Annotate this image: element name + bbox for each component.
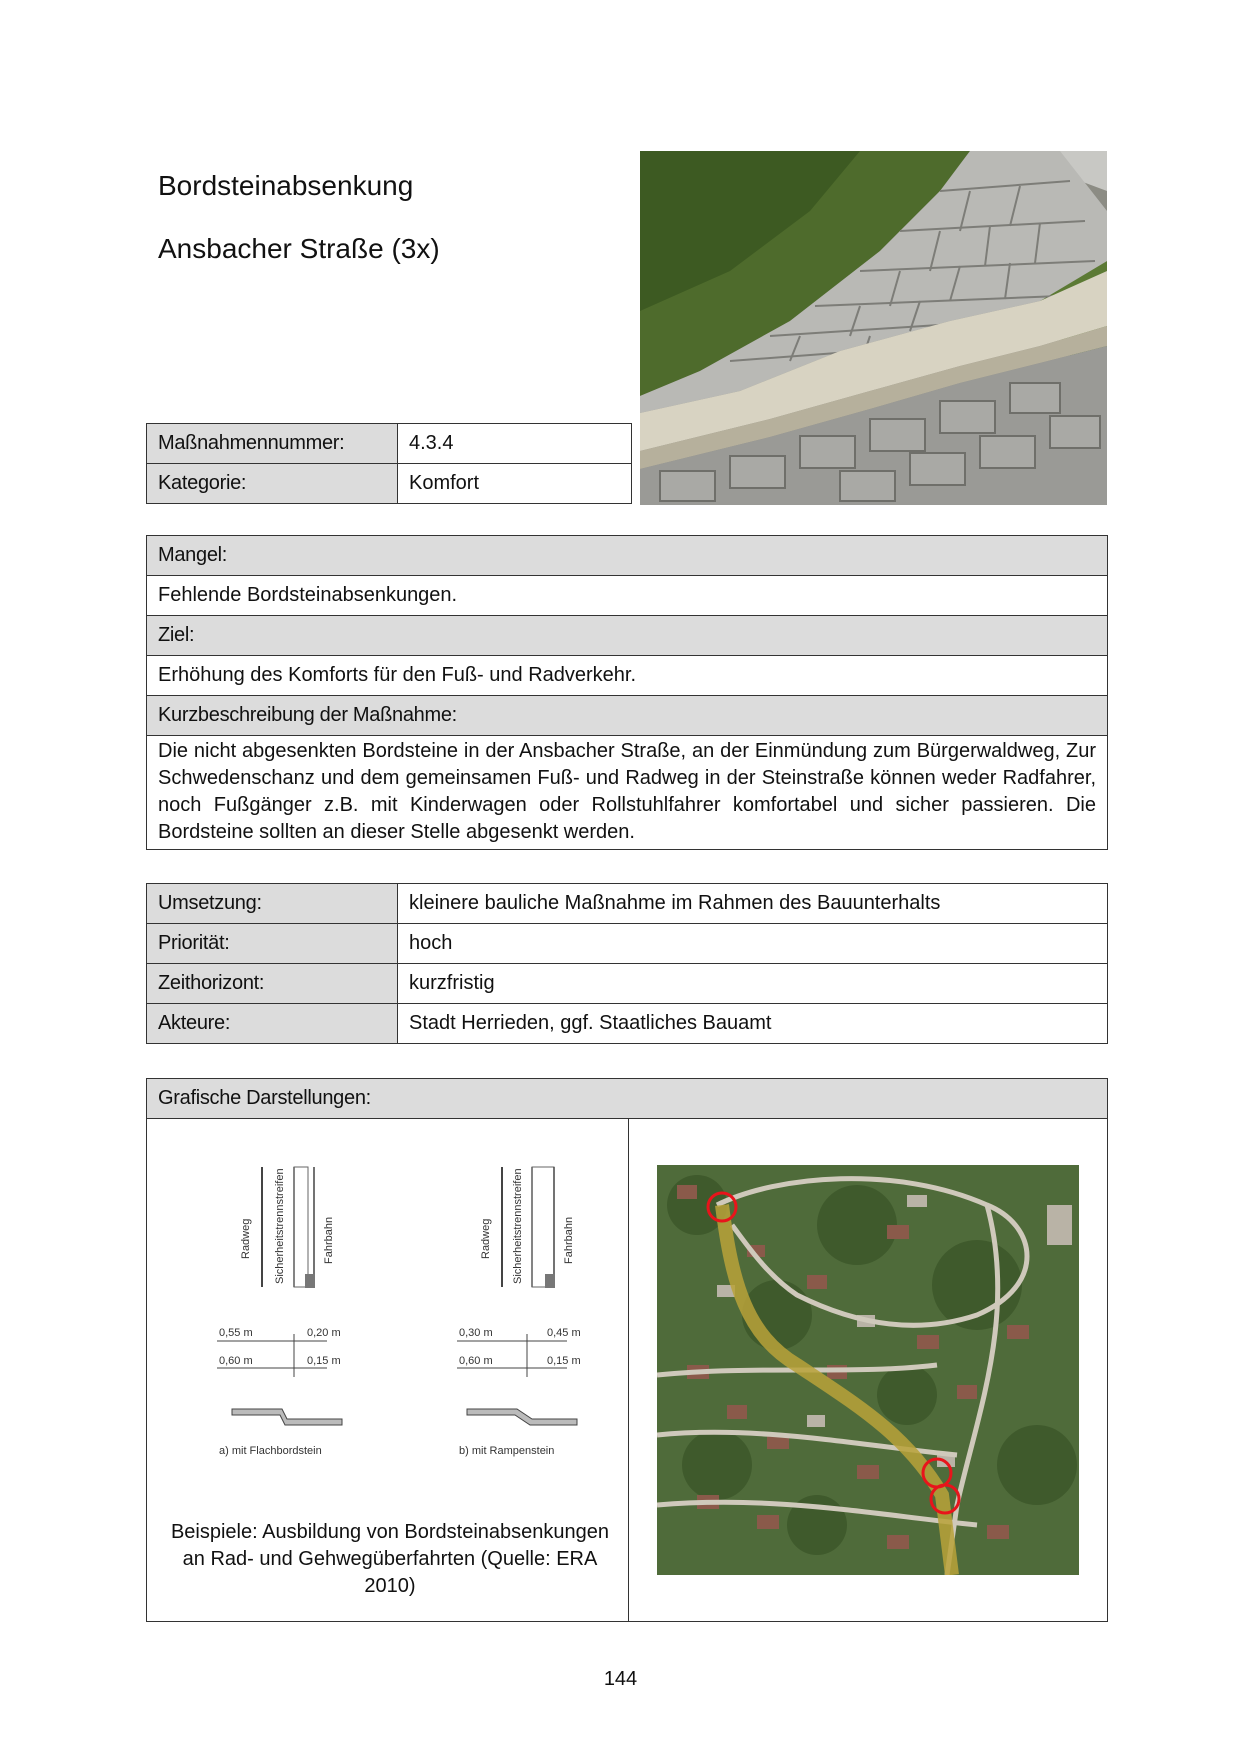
mangel-label: Mangel: bbox=[147, 536, 1108, 576]
aerial-map bbox=[657, 1165, 1079, 1575]
diagram-caption: Beispiele: Ausbildung von Bordsteinabsenkungen an Rad- und Gehwegüberfahrten (Quelle: ERA 2010) bbox=[170, 1521, 610, 1597]
page-subtitle: Ansbacher Straße (3x) bbox=[158, 233, 440, 264]
massnahmennummer-value: 4.3.4 bbox=[398, 424, 632, 464]
diagram-b-dim-bottom-left: 0,60 m bbox=[459, 1355, 493, 1367]
diagram-b-dim-bottom-right: 0,15 m bbox=[547, 1355, 581, 1367]
map-cell bbox=[629, 1119, 1108, 1622]
diagram-a-dim-top-left: 0,55 m bbox=[219, 1327, 253, 1339]
prioritaet-value: hoch bbox=[398, 924, 1108, 964]
ziel-text: Erhöhung des Komforts für den Fuß- und Radverkehr. bbox=[147, 656, 1108, 696]
page-title: Bordsteinabsenkung bbox=[158, 170, 414, 201]
page-number: 144 bbox=[603, 1668, 638, 1690]
diagram-a-radweg: Radweg bbox=[240, 1218, 252, 1259]
curb-diagram bbox=[147, 1119, 628, 1514]
diagram-b-dim-top-right: 0,45 m bbox=[547, 1327, 581, 1339]
diagram-b-radweg: Radweg bbox=[480, 1218, 492, 1259]
diagram-a-fahrbahn: Fahrbahn bbox=[323, 1216, 335, 1264]
graphics-table bbox=[146, 1078, 1108, 1622]
akteure-label: Akteure: bbox=[147, 1004, 398, 1044]
mangel-text: Fehlende Bordsteinabsenkungen. bbox=[147, 576, 1108, 616]
diagram-b bbox=[457, 1167, 581, 1457]
description-table bbox=[146, 535, 1108, 850]
diagram-b-fahrbahn: Fahrbahn bbox=[563, 1216, 575, 1264]
umsetzung-label: Umsetzung: bbox=[147, 884, 398, 924]
kurzbeschreibung-label: Kurzbeschreibung der Maßnahme: bbox=[147, 696, 1108, 736]
details-table bbox=[146, 883, 1108, 1044]
prioritaet-label: Priorität: bbox=[147, 924, 398, 964]
zeithorizont-value: kurzfristig bbox=[398, 964, 1108, 1004]
diagram-a bbox=[217, 1167, 342, 1457]
curb-photo bbox=[640, 151, 1107, 505]
diagram-a-dim-bottom-left: 0,60 m bbox=[219, 1355, 253, 1367]
diagram-a-label: a) mit Flachbordstein bbox=[219, 1445, 322, 1457]
akteure-value: Stadt Herrieden, ggf. Staatliches Bauamt bbox=[398, 1004, 1108, 1044]
kategorie-label: Kategorie: bbox=[147, 464, 398, 504]
diagram-b-sicherheit: Sicherheitstrennstreifen bbox=[512, 1168, 524, 1284]
zeithorizont-label: Zeithorizont: bbox=[147, 964, 398, 1004]
info-table bbox=[146, 423, 632, 504]
diagram-a-dim-top-right: 0,20 m bbox=[307, 1327, 341, 1339]
diagram-a-dim-bottom-right: 0,15 m bbox=[307, 1355, 341, 1367]
diagram-b-label: b) mit Rampenstein bbox=[459, 1445, 555, 1457]
diagram-a-sicherheit: Sicherheitstrennstreifen bbox=[274, 1168, 286, 1284]
diagram-cell bbox=[147, 1119, 629, 1622]
kurzbeschreibung-text: Die nicht abgesenkten Bordsteine in der Ansbacher Straße, an der Einmündung zum Bürgerwaldweg, Zur Schwedenschanz und dem gemeinsamen Fuß- und Radweg in der Steinstraße können weder Radfahrer, noch Fußgänger z.B. mit Kinderwagen oder Rollstuhlfahrer komfortabel und sicher passieren. Die Bordsteine sollten an dieser Stelle abgesenkt werden. bbox=[147, 736, 1108, 850]
kategorie-value: Komfort bbox=[398, 464, 632, 504]
ziel-label: Ziel: bbox=[147, 616, 1108, 656]
graphics-label: Grafische Darstellungen: bbox=[147, 1079, 1108, 1119]
diagram-b-dim-top-left: 0,30 m bbox=[459, 1327, 493, 1339]
massnahmennummer-label: Maßnahmennummer: bbox=[147, 424, 398, 464]
umsetzung-value: kleinere bauliche Maßnahme im Rahmen des Bauunterhalts bbox=[398, 884, 1108, 924]
